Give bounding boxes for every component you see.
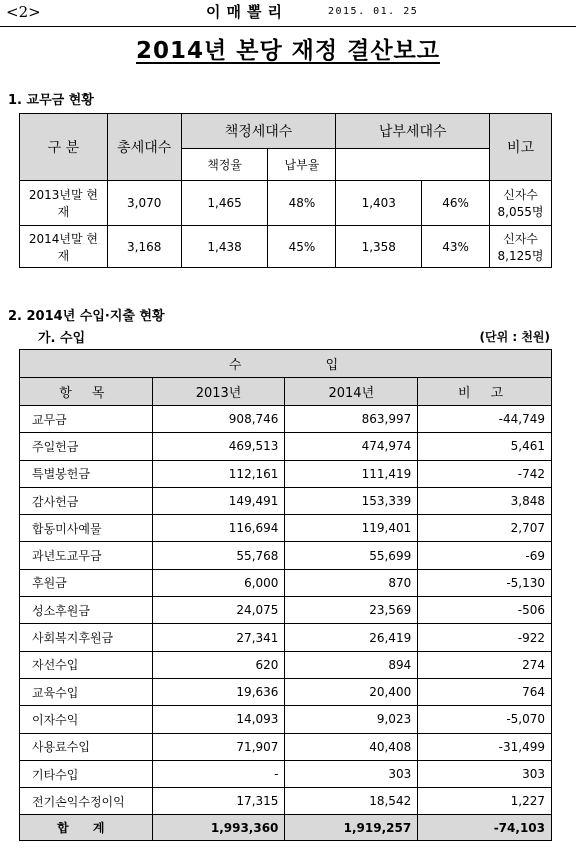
header-total-households: 총세대수 <box>107 114 181 181</box>
income-2013: 14,093 <box>152 706 285 733</box>
income-2014: 40,408 <box>285 733 418 760</box>
income-2014: 23,569 <box>285 597 418 624</box>
header-2013: 2013년 <box>152 378 285 406</box>
income-item: 이자수익 <box>20 706 153 733</box>
total-households: 3,070 <box>107 181 181 226</box>
income-2013: 908,746 <box>152 406 285 433</box>
table-row <box>20 569 552 596</box>
income-diff: 1,227 <box>418 788 552 815</box>
table-row <box>20 181 552 226</box>
page-number: <2> <box>6 3 41 21</box>
income-item: 후원금 <box>20 569 153 596</box>
income-diff: -5,130 <box>418 569 552 596</box>
table-row <box>20 651 552 678</box>
income-2013: 17,315 <box>152 788 285 815</box>
income-diff: -31,499 <box>418 733 552 760</box>
income-2014: 474,974 <box>285 433 418 460</box>
unit-label: (단위 : 천원) <box>479 330 550 344</box>
assessed-rate: 45% <box>268 226 336 268</box>
income-2014: 18,542 <box>285 788 418 815</box>
income-2013: - <box>152 760 285 787</box>
income-2013: 27,341 <box>152 624 285 651</box>
row-label: 2014년말 현재 <box>20 226 108 268</box>
total-label: 합 계 <box>20 815 153 841</box>
issue-date: 2015. 01. 25 <box>328 6 419 17</box>
income-2013: 24,075 <box>152 597 285 624</box>
income-2014: 20,400 <box>285 678 418 705</box>
total-diff: -74,103 <box>418 815 552 841</box>
income-item: 합동미사예물 <box>20 515 153 542</box>
table-row <box>20 460 552 487</box>
table-row <box>20 542 552 569</box>
income-item: 사용료수입 <box>20 733 153 760</box>
header-note: 비 고 <box>418 378 552 406</box>
document-title: 2014년 본당 재정 결산보고 <box>136 38 440 64</box>
income-2014: 111,419 <box>285 460 418 487</box>
income-item: 전기손익수정이익 <box>20 788 153 815</box>
header-paid-households: 납부세대수 <box>336 114 490 149</box>
section1-heading: 1. 교무금 현황 <box>8 93 94 108</box>
table-row <box>20 624 552 651</box>
income-diff: -922 <box>418 624 552 651</box>
row-note: 신자수 8,125명 <box>490 226 552 268</box>
table-row <box>20 788 552 815</box>
income-2014: 303 <box>285 760 418 787</box>
paid-rate: 43% <box>422 226 490 268</box>
bulletin-name: 이매뽈리 <box>206 3 288 21</box>
income-2014: 894 <box>285 651 418 678</box>
table-row <box>20 706 552 733</box>
total-row <box>20 815 552 841</box>
income-2014: 863,997 <box>285 406 418 433</box>
income-item: 기타수입 <box>20 760 153 787</box>
paid-households: 1,403 <box>336 181 422 226</box>
income-diff: -5,070 <box>418 706 552 733</box>
total-households: 3,168 <box>107 226 181 268</box>
income-2014: 55,699 <box>285 542 418 569</box>
header-assessed-households: 책정세대수 <box>181 114 336 149</box>
income-caption: 수 입 <box>20 350 552 378</box>
income-item: 교육수입 <box>20 678 153 705</box>
header-note: 비고 <box>490 114 552 181</box>
table-row <box>20 678 552 705</box>
income-diff: 274 <box>418 651 552 678</box>
table-row <box>20 226 552 268</box>
income-2014: 9,023 <box>285 706 418 733</box>
section2-heading: 2. 2014년 수입·지출 현황 <box>8 309 165 324</box>
table-row <box>20 406 552 433</box>
header-item: 항 목 <box>20 378 153 406</box>
income-diff: -506 <box>418 597 552 624</box>
income-item: 주일헌금 <box>20 433 153 460</box>
assessed-households: 1,465 <box>181 181 268 226</box>
income-diff: 5,461 <box>418 433 552 460</box>
header-paid-rate: 납부율 <box>268 149 336 181</box>
row-note: 신자수 8,055명 <box>490 181 552 226</box>
row-label: 2013년말 현재 <box>20 181 108 226</box>
header-assessed-rate: 책정율 <box>181 149 268 181</box>
income-diff: -742 <box>418 460 552 487</box>
paid-households: 1,358 <box>336 226 422 268</box>
income-2014: 26,419 <box>285 624 418 651</box>
income-item: 사회복지후원금 <box>20 624 153 651</box>
income-2013: 19,636 <box>152 678 285 705</box>
income-diff: -69 <box>418 542 552 569</box>
income-2013: 620 <box>152 651 285 678</box>
income-diff: 3,848 <box>418 487 552 514</box>
income-diff: 764 <box>418 678 552 705</box>
table-row <box>20 433 552 460</box>
table-row <box>20 487 552 514</box>
paid-rate: 46% <box>422 181 490 226</box>
income-2013: 116,694 <box>152 515 285 542</box>
income-table <box>19 349 552 841</box>
total-2014: 1,919,257 <box>285 815 418 841</box>
income-diff: 2,707 <box>418 515 552 542</box>
income-item: 특별봉헌금 <box>20 460 153 487</box>
income-item: 성소후원금 <box>20 597 153 624</box>
income-item: 자선수입 <box>20 651 153 678</box>
income-2013: 71,907 <box>152 733 285 760</box>
income-2013: 149,491 <box>152 487 285 514</box>
income-2013: 55,768 <box>152 542 285 569</box>
income-2014: 153,339 <box>285 487 418 514</box>
income-item: 과년도교무금 <box>20 542 153 569</box>
income-2014: 119,401 <box>285 515 418 542</box>
bulletin-header <box>0 0 576 27</box>
income-2014: 870 <box>285 569 418 596</box>
table-row <box>20 760 552 787</box>
income-diff: 303 <box>418 760 552 787</box>
household-table <box>19 113 552 268</box>
income-2013: 6,000 <box>152 569 285 596</box>
income-subheading: 가. 수입 <box>38 331 86 346</box>
income-item: 교무금 <box>20 406 153 433</box>
income-item: 감사헌금 <box>20 487 153 514</box>
income-diff: -44,749 <box>418 406 552 433</box>
assessed-households: 1,438 <box>181 226 268 268</box>
table-row <box>20 733 552 760</box>
header-category: 구 분 <box>20 114 108 181</box>
income-2013: 469,513 <box>152 433 285 460</box>
table-row <box>20 515 552 542</box>
header-2014: 2014년 <box>285 378 418 406</box>
table-row <box>20 597 552 624</box>
total-2013: 1,993,360 <box>152 815 285 841</box>
assessed-rate: 48% <box>268 181 336 226</box>
income-2013: 112,161 <box>152 460 285 487</box>
